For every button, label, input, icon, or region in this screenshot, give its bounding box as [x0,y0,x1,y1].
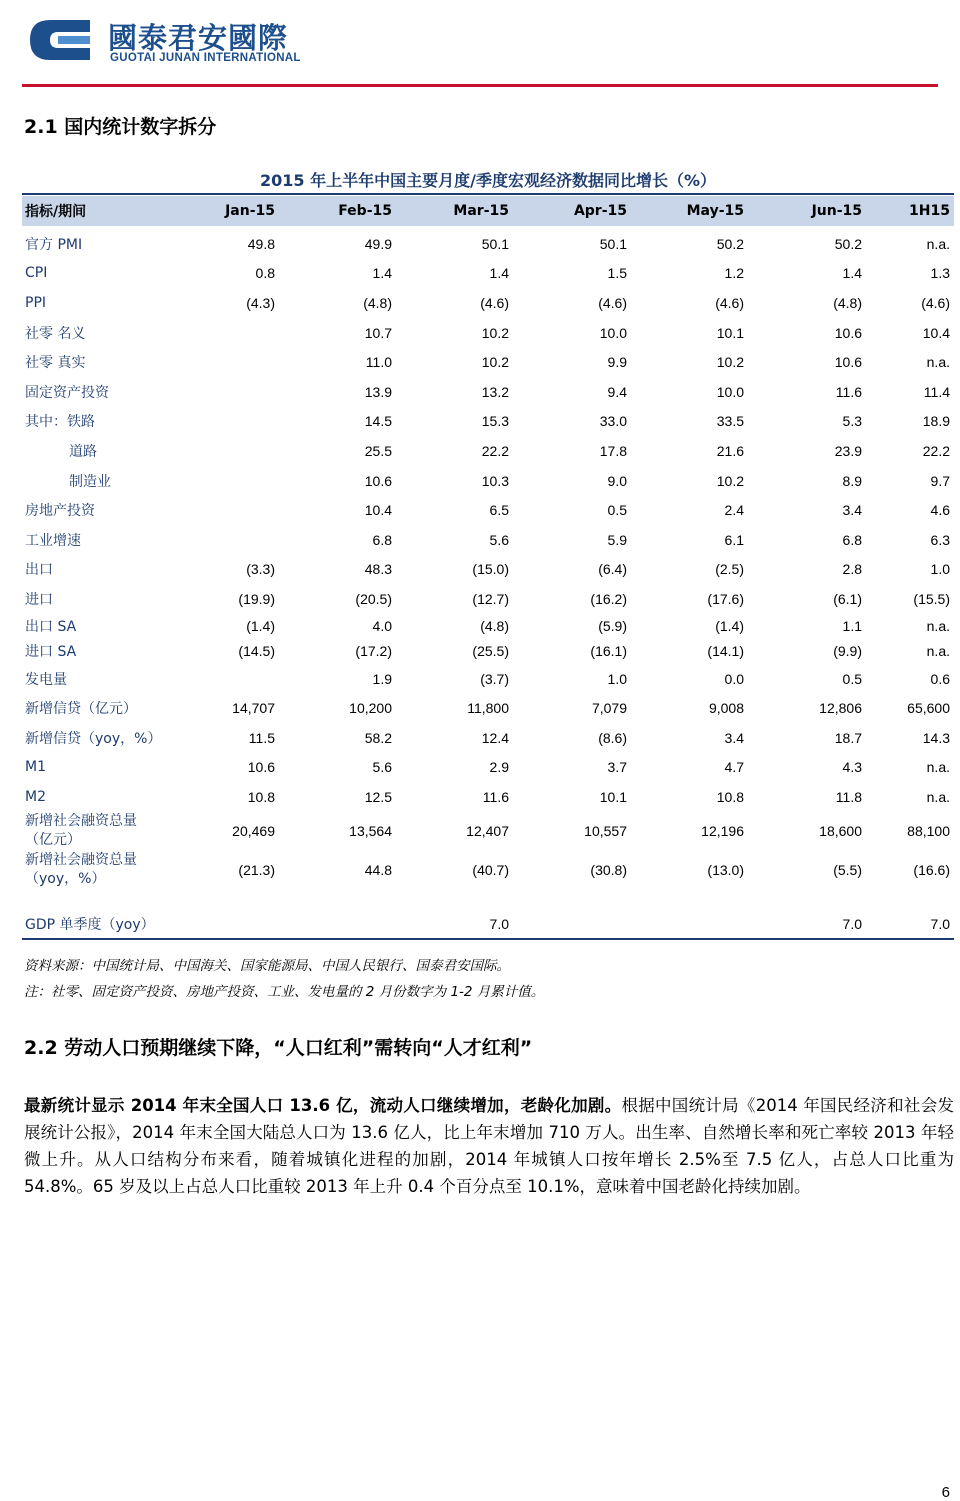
table-row [22,555,954,585]
company-name-en: GUOTAI JUNAN INTERNATIONAL [110,52,301,64]
table-cell: 1.4 [489,265,509,282]
table-cell: 48.3 [364,561,392,578]
table-row [22,466,954,496]
table-cell: n.a. [926,235,950,252]
table-cell: 11.0 [365,354,392,371]
table-cell: 23.9 [834,442,862,459]
table-cell: 13.2 [481,383,509,400]
table-row [22,614,954,639]
table-cell: 10.6 [834,354,862,371]
table-cell: (30.8) [590,862,627,879]
table-cell: (5.5) [833,862,862,879]
column-header: 指标/期间 [22,196,165,226]
table-cell: 10.3 [481,472,509,489]
table-cell: 10.2 [716,472,744,489]
table-cell: 13,564 [349,823,392,840]
table-cell: 9.4 [607,383,627,400]
table-cell: 5.6 [489,531,509,548]
table-cell: (12.7) [472,590,509,607]
table-cell: 10.1 [599,788,627,805]
row-label [22,812,165,851]
company-name-cn: 國泰君安國際 [108,21,289,55]
table-row [22,584,954,614]
footnote: 注：社零、固定资产投资、房地产投资、工业、发电量的 2 月份数字为 1-2 月累计值。 [24,984,545,1000]
table-cell: 10.6 [364,472,392,489]
column-header: Feb-15 [279,196,396,226]
table-row [22,910,954,940]
table-cell: 33.0 [599,413,627,430]
table-cell: 2.4 [724,502,744,519]
table-row [22,288,954,318]
table-cell: 6.5 [489,502,509,519]
table-cell: 0.5 [607,502,627,519]
row-label [22,664,165,694]
table-cell: 9.0 [607,472,627,489]
table-cell: 1.0 [930,561,950,578]
table-cell: 50.1 [481,235,509,252]
column-header: May-15 [631,196,748,226]
table-cell [631,910,748,940]
table-cell: (5.9) [598,618,627,635]
table-cell: (20.5) [355,590,392,607]
table-row [22,407,954,437]
row-label [22,753,165,783]
table-cell: (17.6) [707,590,744,607]
table-cell: (40.7) [472,862,509,879]
table-cell: 13.9 [364,383,392,400]
row-label-text: 出口 [25,562,53,579]
body-paragraph [24,1092,954,1200]
row-label [22,466,165,496]
column-header: Jan-15 [165,196,279,226]
table-cell: 4.3 [842,759,862,776]
table-cell: (9.9) [833,643,862,660]
table-cell: n.a. [926,788,950,805]
row-label-text: 工业增速 [25,532,81,549]
row-label-text: 固定资产投资 [25,384,109,401]
table-cell: 12,407 [466,823,509,840]
row-label-text: 新增社会融资总量 [25,813,137,830]
table-title: 2015 年上半年中国主要月度/季度宏观经济数据同比增长（%） [260,171,716,190]
table-cell: (3.7) [480,670,509,687]
table-cell: 20,469 [232,823,275,840]
table-cell: 8.9 [842,472,862,489]
section-title-2-2: 2.2 劳动人口预期继续下降，“人口红利”需转向“人才红利” [24,1037,533,1059]
table-cell: (25.5) [472,643,509,660]
row-label-text: 道路 [69,443,97,460]
row-label [22,525,165,555]
table-cell: 1.2 [724,265,744,282]
table-row [22,782,954,812]
table-cell: n.a. [926,643,950,660]
row-label-text: 社零 真实 [25,355,86,372]
macro-data-table [22,196,954,940]
table-cell [165,347,279,377]
table-cell: 11.6 [835,383,862,400]
row-label-text: M1 [25,759,46,776]
table-row [22,347,954,377]
column-header: Apr-15 [513,196,631,226]
table-header-row [22,196,954,226]
table-cell: 12.5 [364,788,392,805]
row-label-text: CPI [25,265,48,282]
row-label [22,910,165,940]
table-cell: (1.4) [246,618,275,635]
table-cell: 10.0 [599,324,627,341]
table-cell: 5.3 [842,413,862,430]
row-label [22,723,165,753]
table-cell: 10.8 [716,788,744,805]
table-cell: 1.4 [372,265,392,282]
table-cell: 50.2 [716,235,744,252]
table-cell: (4.8) [363,294,392,311]
spacer-cell [22,890,954,910]
row-label [22,584,165,614]
table-cell: 7.0 [396,910,513,940]
table-cell: (14.5) [238,643,275,660]
table-title-divider [22,193,954,195]
table-cell [165,318,279,348]
table-cell: (4.6) [715,294,744,311]
table-cell: 1.4 [842,265,862,282]
table-cell: n.a. [926,759,950,776]
table-row [22,723,954,753]
table-cell: 58.2 [364,729,392,746]
table-cell: (3.3) [246,561,275,578]
table-cell: (2.5) [715,561,744,578]
table-row [22,436,954,466]
table-cell: 50.2 [834,235,862,252]
table-cell: 11.4 [923,383,950,400]
row-label-text: PPI [25,294,47,311]
row-label [22,851,165,890]
table-cell: (14.1) [707,643,744,660]
table-cell: 12,196 [701,823,744,840]
table-cell: 4.6 [930,502,950,519]
table-cell: n.a. [926,354,950,371]
row-label [22,782,165,812]
table-cell: 6.1 [724,531,744,548]
table-cell: 65,600 [907,700,950,717]
row-label-unit: （yoy，%） [25,871,106,888]
column-header: Jun-15 [748,196,866,226]
table-cell: 1.9 [372,670,392,687]
table-cell: (19.9) [238,590,275,607]
row-label-text: 其中：铁路 [25,414,95,431]
company-logo-icon [28,18,98,62]
table-row [22,377,954,407]
table-cell: (4.8) [833,294,862,311]
table-cell: 3.7 [607,759,627,776]
table-cell: 21.6 [716,442,744,459]
row-label-text: GDP 单季度（yoy） [25,916,155,933]
table-cell: 10,557 [584,823,627,840]
table-cell: 6.3 [930,531,950,548]
table-cell: 11.8 [835,788,862,805]
page-number: 6 [941,1484,950,1501]
row-label-text: 新增信贷（亿元） [25,701,137,718]
table-cell: 9.7 [930,472,950,489]
table-cell: 6.8 [842,531,862,548]
header-divider [22,84,938,87]
table-cell: (4.6) [480,294,509,311]
table-row [22,851,954,890]
table-cell: 25.5 [364,442,392,459]
table-cell [165,495,279,525]
table-cell: (1.4) [715,618,744,635]
table-cell: 9.9 [607,354,627,371]
table-cell [513,910,631,940]
table-cell: 0.8 [255,265,275,282]
table-cell: (16.1) [590,643,627,660]
table-cell: 0.0 [724,670,744,687]
table-cell: 3.4 [724,729,744,746]
table-cell: 7,079 [591,700,627,717]
table-cell: (4.8) [480,618,509,635]
row-label [22,436,165,466]
table-cell: 14,707 [232,700,275,717]
table-cell: 33.5 [716,413,744,430]
table-cell: 10.2 [481,324,509,341]
table-cell: 10.1 [716,324,744,341]
body-text: 根据中国统计局《2014 年国民经济和社会发展统计公报》，2014 年末全国大陆总人口为 13.6 亿人，比上年末增加 710 万人。出生率、自然增长率和死亡率较 2013 年轻微上升。从人口结构分布来看，随着城镇化进程的加剧，2014 年城镇人口按年增长 2.5%至 7.5 亿人，占总人口比重为 54.8%。65 岁及以上占总人口比重较 2013 年上升 0.4 个百分点至 10.1%，意味着中国老龄化持续加剧。 [24,1096,954,1196]
table-row [22,525,954,555]
row-label [22,377,165,407]
table-cell: 44.8 [364,862,392,879]
table-cell: 10.0 [716,383,744,400]
row-label [22,229,165,259]
table-cell [165,466,279,496]
table-cell: 2.9 [489,759,509,776]
table-cell [165,407,279,437]
row-label [22,318,165,348]
table-cell: 14.3 [922,729,950,746]
table-cell: 14.5 [364,413,392,430]
table-cell: 3.4 [842,502,862,519]
column-header: Mar-15 [396,196,513,226]
row-label-text: 进口 SA [25,644,77,661]
table-cell: 18.7 [834,729,862,746]
table-cell: 12.4 [481,729,509,746]
table-cell [165,664,279,694]
table-cell [165,910,279,940]
row-label-text: 制造业 [69,473,111,490]
table-row [22,693,954,723]
row-label-text: 新增信贷（yoy，%） [25,730,162,747]
table-cell: (4.3) [246,294,275,311]
table-cell [165,436,279,466]
row-label-text: 发电量 [25,671,67,688]
page-header [0,0,960,95]
table-cell: (4.6) [921,294,950,311]
table-cell: 10.4 [922,324,950,341]
row-label-text: 新增社会融资总量 [25,852,137,869]
table-cell: 10.6 [247,759,275,776]
table-cell: 12,806 [819,700,862,717]
table-cell: 49.8 [247,235,275,252]
row-label-text: 出口 SA [25,619,77,636]
table-cell: (15.0) [472,561,509,578]
table-cell: 22.2 [481,442,509,459]
table-cell: 7.0 [748,910,866,940]
table-cell: 22.2 [922,442,950,459]
table-cell: 1.3 [930,265,950,282]
row-label [22,259,165,289]
table-cell: n.a. [926,618,950,635]
row-label [22,555,165,585]
table-cell: 1.0 [607,670,627,687]
table-cell [279,910,396,940]
row-label-text: 官方 PMI [25,236,83,253]
table-cell: (13.0) [707,862,744,879]
table-cell: 88,100 [907,823,950,840]
table-cell: (6.1) [833,590,862,607]
table-cell: 10.6 [834,324,862,341]
table-cell: (16.2) [590,590,627,607]
table-row [22,753,954,783]
table-cell: 11.5 [248,729,275,746]
table-cell: 2.8 [842,561,862,578]
table-cell: 10,200 [349,700,392,717]
table-row [22,639,954,664]
table-cell: 0.6 [930,670,950,687]
table-cell: 5.9 [607,531,627,548]
source-note: 资料来源：中国统计局、中国海关、国家能源局、中国人民银行、国泰君安国际。 [24,958,510,974]
table-cell: 50.1 [599,235,627,252]
table-cell: 11.6 [482,788,509,805]
column-header: 1H15 [866,196,954,226]
table-cell: 1.1 [842,618,862,635]
table-spacer [22,890,954,910]
row-label-text: M2 [25,788,46,805]
table-row [22,229,954,259]
table-cell [165,377,279,407]
table-cell: (16.6) [913,862,950,879]
table-cell: 10.7 [364,324,392,341]
table-cell: (8.6) [598,729,627,746]
table-cell: (17.2) [355,643,392,660]
table-cell: 10.2 [716,354,744,371]
table-row [22,812,954,851]
row-label [22,288,165,318]
row-label [22,693,165,723]
table-cell: 15.3 [481,413,509,430]
table-cell: 10.2 [481,354,509,371]
table-cell: 18,600 [819,823,862,840]
table-cell: 5.6 [372,759,392,776]
table-cell: 18.9 [922,413,950,430]
table-row [22,664,954,694]
table-cell: 11,800 [467,700,509,717]
section-title-2-1: 2.1 国内统计数字拆分 [24,116,217,138]
table-row [22,495,954,525]
table-cell: (6.4) [598,561,627,578]
table-cell: 17.8 [599,442,627,459]
table-cell: (15.5) [913,590,950,607]
table-cell: 49.9 [364,235,392,252]
row-label [22,347,165,377]
table-cell: 1.5 [607,265,627,282]
table-cell: 6.8 [372,531,392,548]
row-label [22,407,165,437]
lead-sentence: 最新统计显示 2014 年末全国人口 13.6 亿，流动人口继续增加，老龄化加剧。 [24,1096,622,1115]
table-cell: (4.6) [598,294,627,311]
row-label-text: 房地产投资 [25,503,95,520]
row-label-text: 社零 名义 [25,325,86,342]
table-body [22,226,954,939]
row-label [22,639,165,664]
table-cell: 4.0 [372,618,392,635]
table-cell: 9,008 [708,700,744,717]
table-cell: 0.5 [842,670,862,687]
table-cell: 10.4 [364,502,392,519]
table-row [22,318,954,348]
row-label-unit: （亿元） [25,832,81,849]
row-label [22,495,165,525]
table-cell: 4.7 [724,759,744,776]
table-cell: (21.3) [238,862,275,879]
table-cell [165,525,279,555]
table-cell: 7.0 [866,910,954,940]
table-cell: 10.8 [247,788,275,805]
row-label [22,614,165,639]
table-row [22,259,954,289]
row-label-text: 进口 [25,591,53,608]
